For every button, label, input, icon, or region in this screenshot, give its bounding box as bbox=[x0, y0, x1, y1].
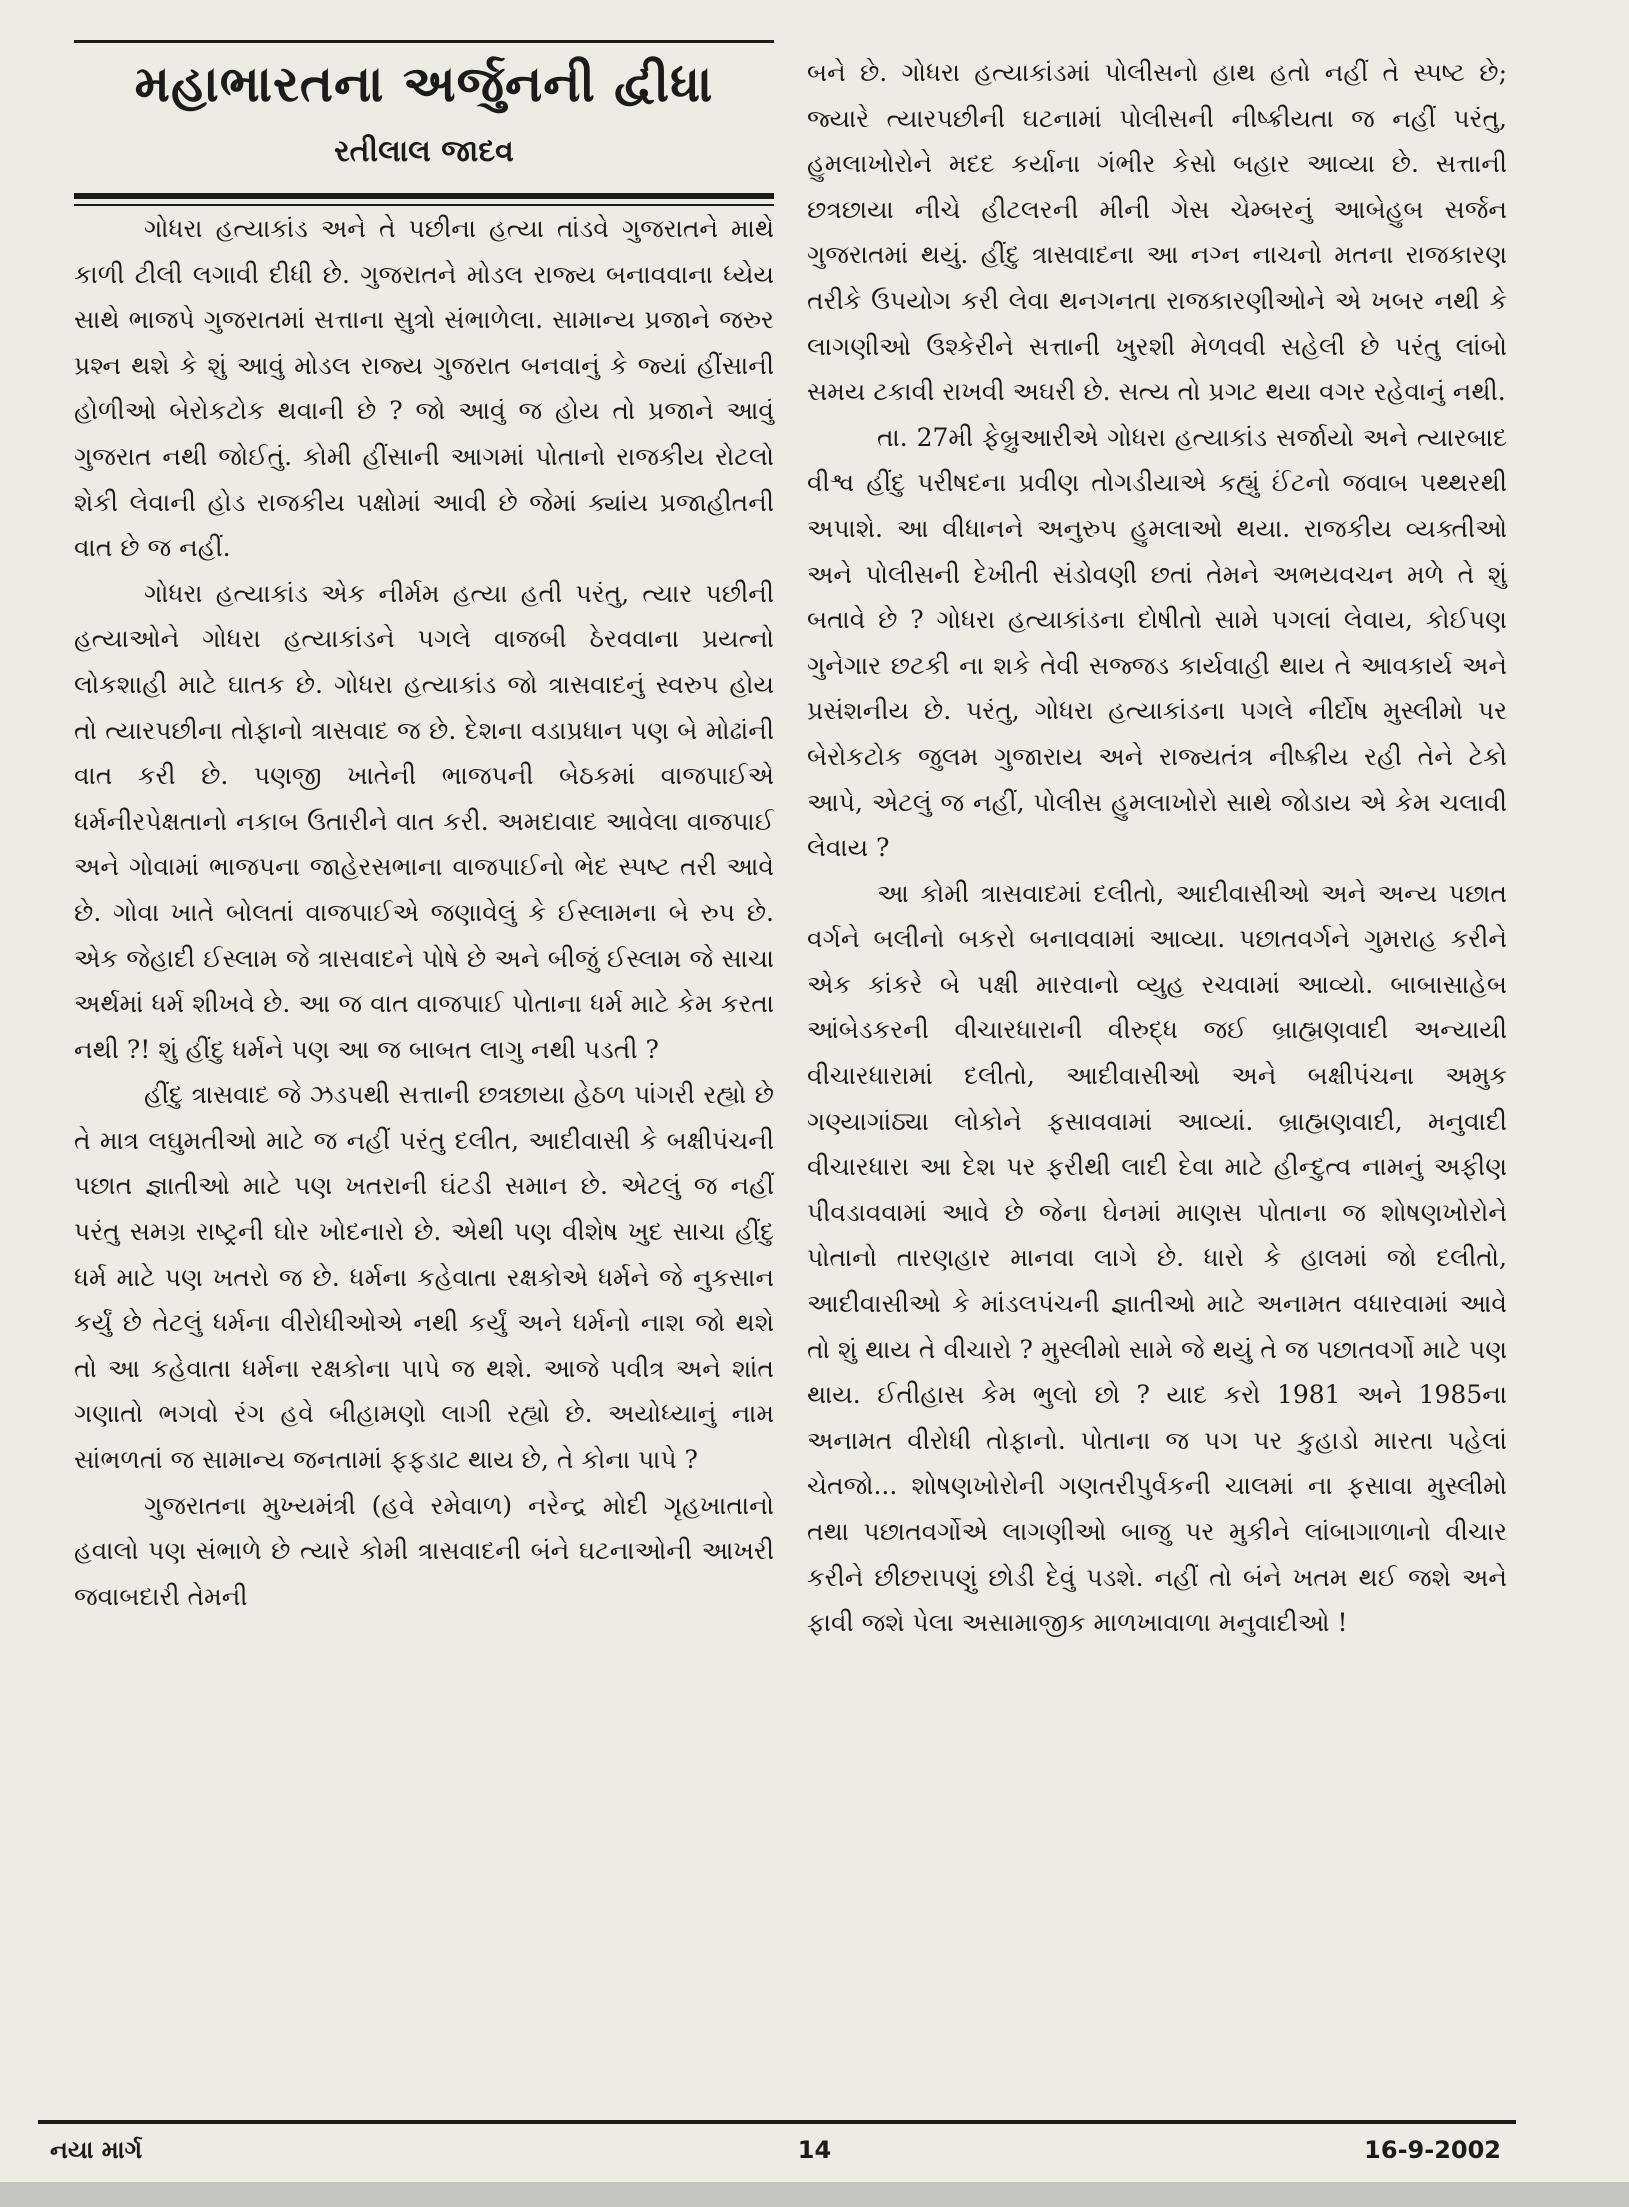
left-paragraph-2: ગોધરા હત્યાકાંડ એક નીર્મમ હત્યા હતી પરંતુ, ત્યાર પછીની હત્યાઓને ગોધરા હત્યાકાંડને પગલે વાજબી ઠેરવવાના પ્રયત્નો લોકશાહી માટે ઘાતક છે. ગોધરા હત્યાકાંડ જો ત્રાસવાદનું સ્વરુપ હોય તો ત્યારપછીના તોફાનો ત્રાસવાદ જ છે. દેશના વડાપ્રધાન પણ બે મોઢાંની વાત કરી છે. પણજી ખાતેની ભાજપની બેઠકમાં વાજપાઈએ ધર્મનીરપેક્ષતાનો નકાબ ઉતારીને વાત કરી. અમદાવાદ આવેલા વાજપાઈ અને ગોવામાં ભાજપના જાહેરસભાના વાજપાઈનો ભેદ સ્પષ્ટ તરી આવે છે. ગોવા ખાતે બોલતાં વાજપાઈએ જણાવેલું કે ઈસ્લામના બે રુપ છે. એક જેહાદી ઈસ્લામ જે ત્રાસવાદને પોષે છે અને બીજું ઈસ્લામ જે સાચા અર્થમાં ધર્મ શીખવે છે. આ જ વાત વાજપાઈ પોતાના ધર્મ માટે કેમ કરતા નથી ?! શું હીંદુ ધર્મને પણ આ જ બાબત લાગુ નથી પડતી ? bbox=[74, 578, 774, 1064]
left-paragraph-4: ગુજરાતના મુખ્યમંત્રી (હવે રમેવાળ) નરેન્દ્ર મોદી ગૃહખાતાનો હવાલો પણ સંભાળે છે ત્યારે કોમી ત્રાસવાદની બંને ઘટનાઓની આખરી જવાબદારી તેમની bbox=[74, 1490, 774, 1611]
header-top-rule bbox=[74, 40, 774, 43]
right-paragraph-2: તા. 27મી ફેબ્રુઆરીએ ગોધરા હત્યાકાંડ સર્જાયો અને ત્યારબાદ વીશ્વ હીંદુ પરીષદના પ્રવીણ તોગડીયાએ કહ્યું ઈંટનો જવાબ પથ્થરથી અપાશે. આ વીધાનને અનુરુપ હુમલાઓ થયા. રાજકીય વ્યક્તીઓ અને પોલીસની દેખીતી સંડોવણી છતાં તેમને અભયવચન મળે તે શું બતાવે છે ? ગોધરા હત્યાકાંડના દોષીતો સામે પગલાં લેવાય, કોઈપણ ગુનેગાર છટકી ના શકે તેવી સજ્જડ કાર્યવાહી થાય તે આવકાર્ય અને પ્રસંશનીય છે. પરંતુ, ગોધરા હત્યાકાંડના પગલે નીર્દોષ મુસ્લીમો પર બેરોકટોક જુલમ ગુજારાય અને રાજ્યતંત્ર નીષ્ક્રીય રહી તેને ટેકો આપે, એટલું જ નહીં, પોલીસ હુમલાખોરો સાથે જોડાય એ કેમ ચલાવી લેવાય ? bbox=[807, 422, 1507, 863]
left-paragraph-1: ગોધરા હત્યાકાંડ અને તે પછીના હત્યા તાંડવે ગુજરાતને માથે કાળી ટીલી લગાવી દીધી છે. ગુજરાતને મોડલ રાજ્ય બનાવવાના ધ્યેય સાથે ભાજપે ગુજરાતમાં સત્તાના સુત્રો સંભાળેલા. સામાન્ય પ્રજાને જરુર પ્રશ્ન થશે કે શું આવું મોડલ રાજ્ય ગુજરાત બનવાનું કે જ્યાં હીંસાની હોળીઓ બેરોકટોક થવાની છે ? જો આવું જ હોય તો પ્રજાને આવું ગુજરાત નથી જોઈતું. કોમી હીંસાની આગમાં પોતાનો રાજકીય રોટલો શેકી લેવાની હોડ રાજકીય પક્ષોમાં આવી છે જેમાં ક્યાંય પ્રજાહીતની વાત છે જ નહીં. bbox=[74, 214, 774, 563]
article-header bbox=[74, 40, 774, 206]
right-column bbox=[807, 50, 1507, 1646]
publication-name: નયા માર્ગ bbox=[50, 2136, 143, 2164]
left-column bbox=[74, 206, 774, 1619]
header-double-rule bbox=[74, 193, 774, 206]
footer-rule bbox=[38, 2120, 1516, 2124]
right-paragraph-3: આ કોમી ત્રાસવાદમાં દલીતો, આદીવાસીઓ અને અન્ય પછાત વર્ગને બલીનો બકરો બનાવવામાં આવ્યા. પછાતવર્ગને ગુમરાહ કરીને એક કાંકરે બે પક્ષી મારવાનો વ્યુહ રચવામાં આવ્યો. બાબાસાહેબ આંબેડકરની વીચારધારાની વીરુદ્ધ જઈ બ્રાહ્મણવાદી અન્યાયી વીચારધારામાં દલીતો, આદીવાસીઓ અને બક્ષીપંચના અમુક ગણ્યાગાંઠ્યા લોકોને ફસાવવામાં આવ્યાં. બ્રાહ્મણવાદી, મનુવાદી વીચારધારા આ દેશ પર ફરીથી લાદી દેવા માટે હીન્દુત્વ નામનું અફીણ પીવડાવવામાં આવે છે જેના ઘેનમાં માણસ પોતાના જ શોષણખોરોને પોતાનો તારણહાર માનવા લાગે છે. ધારો કે હાલમાં જો દલીતો, આદીવાસીઓ કે માંડલપંચની જ્ઞાતીઓ માટે અનામત વધારવામાં આવે તો શું થાય તે વીચારો ? મુસ્લીમો સામે જે થયું તે જ પછાતવર્ગો માટે પણ થાય. ઈતીહાસ કેમ ભુલો છો ? યાદ કરો 1981 અને 1985ના અનામત વીરોધી તોફાનો. પોતાના જ પગ પર કુહાડો મારતા પહેલાં ચેતજો... શોષણખોરોની ગણતરીપુર્વકની ચાલમાં ના ફસાવા મુસ્લીમો તથા પછાતવર્ગોએ લાગણીઓ બાજુ પર મુકીને લાંબાગાળાનો વીચાર કરીને છીછરાપણું છોડી દેવું પડશે. નહીં તો બંને ખતમ થઈ જશે અને ફાવી જશે પેલા અસામાજીક માળખાવાળા મનુવાદીઓ ! bbox=[807, 878, 1507, 1638]
page-number: 14 bbox=[797, 2136, 832, 2164]
article-author: રતીલાલ જાદવ bbox=[334, 134, 514, 169]
scan-bottom-edge bbox=[0, 2182, 1629, 2207]
right-paragraph-1: બને છે. ગોધરા હત્યાકાંડમાં પોલીસનો હાથ હતો નહીં તે સ્પષ્ટ છે; જ્યારે ત્યારપછીની ઘટનામાં પોલીસની નીષ્ક્રીયતા જ નહીં પરંતુ, હુમલાખોરોને મદદ કર્યાના ગંભીર કેસો બહાર આવ્યા છે. સત્તાની છત્રછાયા નીચે હીટલરની મીની ગેસ ચેમ્બરનું આબેહુબ સર્જન ગુજરાતમાં થયું. હીંદુ ત્રાસવાદના આ નગ્ન નાચનો મતના રાજકારણ તરીકે ઉપયોગ કરી લેવા થનગનતા રાજકારણીઓને એ ખબર નથી કે લાગણીઓ ઉશ્કેરીને સત્તાની ખુરશી મેળવવી સહેલી છે પરંતુ લાંબો સમય ટકાવી રાખવી અઘરી છે. સત્ય તો પ્રગટ થયા વગર રહેવાનું નથી. bbox=[807, 58, 1507, 407]
issue-date: 16-9-2002 bbox=[1364, 2136, 1501, 2164]
article-title: મહાભારતના અર્જુનની દ્વીધા bbox=[134, 55, 714, 113]
left-paragraph-3: હીંદુ ત્રાસવાદ જે ઝડપથી સત્તાની છત્રછાયા હેઠળ પાંગરી રહ્યો છે તે માત્ર લઘુમતીઓ માટે જ નહીં પરંતુ દલીત, આદીવાસી કે બક્ષીપંચની પછાત જ્ઞાતીઓ માટે પણ ખતરાની ઘંટડી સમાન છે. એટલું જ નહીં પરંતુ સમગ્ર રાષ્ટ્રની ઘોર ખોદનારો છે. એથી પણ વીશેષ ખુદ સાચા હીંદુ ધર્મ માટે પણ ખતરો જ છે. ધર્મના કહેવાતા રક્ષકોએ ધર્મને જે નુકસાન કર્યું છે તેટલું ધર્મના વીરોધીઓએ નથી કર્યું અને ધર્મનો નાશ જો થશે તો આ કહેવાતા ધર્મના રક્ષકોના પાપે જ થશે. આજે પવીત્ર અને શાંત ગણાતો ભગવો રંગ હવે બીહામણો લાગી રહ્યો છે. અયોધ્યાનું નામ સાંભળતાં જ સામાન્ય જનતામાં ફફડાટ થાય છે, તે કોના પાપે ? bbox=[74, 1080, 774, 1475]
